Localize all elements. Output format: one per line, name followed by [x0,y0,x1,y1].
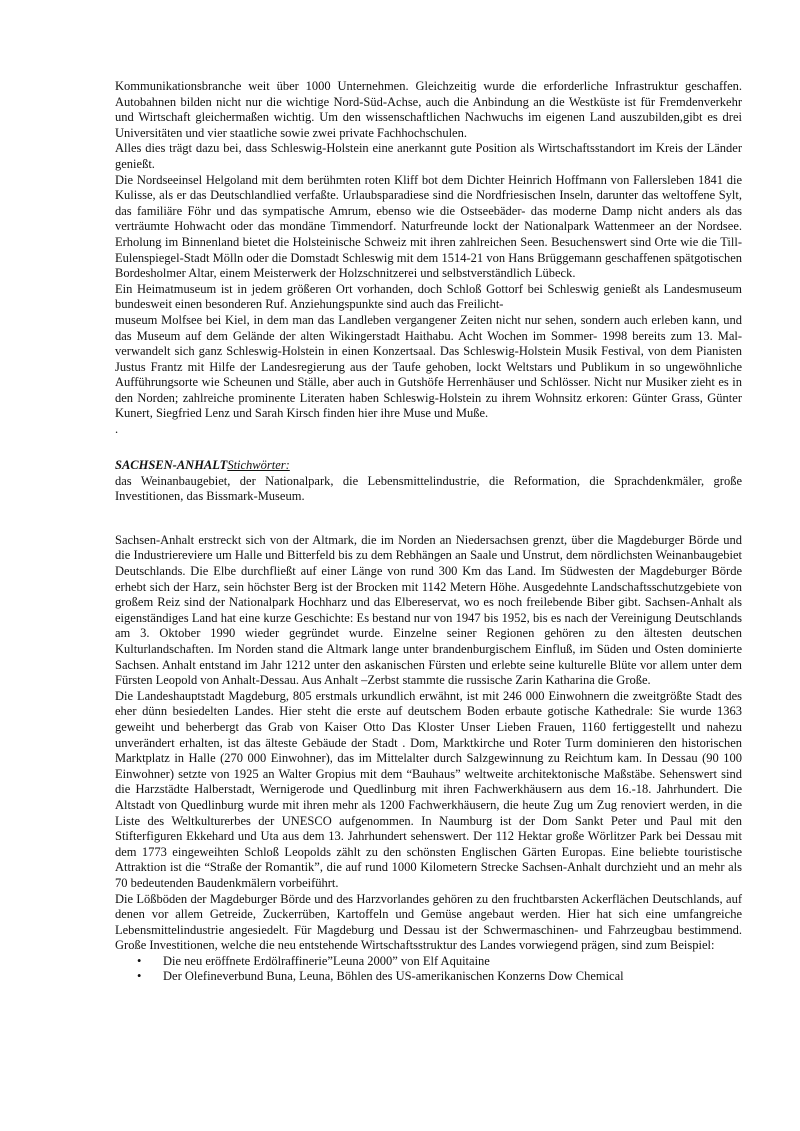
paragraph-infrastructure: Kommunikationsbranche weit über 1000 Unternehmen. Gleichzeitig wurde die erforderliche Infrastruktur geschaffen. Autobahnen bilden nicht nur die wichtige Nord-Süd-Achse, auch die Anbindung an die Westküste ist für Fremdenverkehr und Wirtschaft gleichermaßen wichtig. Um den wissenschaftlichen Nachwuchs im eigenen Land auszubilden,gibt es drei Universitäten und vier staatliche sowie zwei private Fachhochschulen. [115,79,742,140]
section-subtitle: Stichwörter: [227,458,290,473]
list-item: • Die neu eröffnete Erdölraffinerie”Leuna 2000” von Elf Aquitaine [163,954,742,970]
paragraph-tourism: Die Nordseeinsel Helgoland mit dem berühmten roten Kliff bot dem Dichter Heinrich Hoffmann von Fallersleben 1841 die Kulisse, als er das Deutschlandlied verfaßte. Urlaubsparadiese sind die Nordfriesischen Inseln, darunter das weltoffene Sylt, das familiäre Föhr und das sympatische Amrum, ebenso wie die Ostseebäder- das moderne Damp nicht anders als das verträumte Hohwacht oder das mondäne Timmendorf. Naturfreunde lockt der Nationalpark Wattenmeer an der Nordsee. Erholung im Binnenland bietet die Holsteinische Schweiz mit ihren zahlreichen Seen. Besuchenswert sind Orte wie die Till-Eulenspiegel-Stadt Mölln oder die Domstadt Schleswig mit dem 1514-21 von Hans Brüggemann geschaffenen spätgotischen Bordesholmer Altar, einem Meisterwerk der Holzschnitzerei und selbstverständlich Lübeck. [115,172,742,281]
investment-list [115,954,742,985]
paragraph-museums: Ein Heimatmuseum ist in jedem größeren Ort vorhanden, doch Schloß Gottorf bei Schleswig genießt als Landesmuseum bundesweit einen besonderen Ruf. Anziehungspunkte sind auch das Freilicht- [115,281,742,312]
paragraph-economy: Die Lößböden der Magdeburger Börde und des Harzvorlandes gehören zu den fruchtbarsten Ackerflächen Deutschlands, auf denen vor allem Getreide, Zuckerrüben, Kartoffeln und Gemüse angebaut werden. Hier hat sich eine umfangreiche Lebensmittelindustrie angesiedelt. Für Magdeburg und Dessau ist der Schwermaschinen- und Fahrzeugbau bestimmend. Große Investitionen, welche die neu entstehende Wirtschaftsstruktur des Landes vorwiegend prägen, sind zum Beispiel: [115,891,742,953]
keywords-text: das Weinanbaugebiet, der Nationalpark, die Lebensmittelindustrie, die Reformation, die Sprachdenkmäler, große Investitionen, das Bissmark-Museum. [115,473,742,504]
paragraph-festival: museum Molfsee bei Kiel, in dem man das Landleben vergangener Zeiten nicht nur sehen, sondern auch erleben kann, und das Museum auf dem Gelände der alten Wikingerstadt Haithabu. Acht Wochen im Sommer- 1998 bereits zum 13. Mal- verwandelt sich ganz Schleswig-Holstein in einen Konzertsaal. Das Schleswig-Holstein Musik Festival, von dem Pianisten Justus Frantz mit Hilfe der Landesregierung aus der Taufe gehoben, lockt Weltstars und Publikum in so ungewöhnliche Aufführungsorte wie Scheunen und Ställe, aber auch in Gutshöfe Herrenhäuser und Schlösser. Nicht nur Musiker zieht es in den Norden; zahlreiche prominente Literaten haben Schleswig-Holstein zu ihrem Wohnsitz erkoren: Günter Grass, Günter Kunert, Siegfried Lenz und Sarah Kirsch finden hier ihre Muse und Muße. [115,312,742,421]
paragraph-geography-history: Sachsen-Anhalt erstreckt sich von der Altmark, die im Norden an Niedersachsen grenzt, über die Magdeburger Börde und die Industriereviere um Halle und Bitterfeld bis zu dem Rebhängen an Saale und Unstrut, dem nördlichsten Weinanbaugebiet Deutschlands. Die Elbe durchfließt auf einer Länge von rund 300 Km das Land. Im Südwesten der Magdeburger Börde erhebt sich der Harz, sein höchster Berg ist der Brocken mit 1142 Metern Höhe. Ausgedehnte Landschaftsschutzgebiete von großem Reiz sind der Nationalpark Hochharz und das Elbereservat, wo es noch freilebende Biber gibt. Sachsen-Anhalt als eigenständiges Land hat eine kurze Geschichte: Es bestand nur von 1947 bis 1952, bis es nach der Vereinigung Deutschlands am 3. Oktober 1990 wieder gegründet wurde. Einzelne seiner Regionen gehören zu den ältesten deutschen Kulturlandschaften. Im Norden stand die Altmark lange unter brandenburgischem Einfluß, im Süden und Osten dominierte Sachsen. Anhalt entstand im Jahr 1212 unter den askanischen Fürsten und erlebte seine kulturelle Blüte vor allem unter dem Fürsten Leopold von Anhalt-Dessau. Aus Anhalt –Zerbst stammte die russische Zarin Katharina die Große. [115,532,742,688]
blank-line [115,505,742,533]
section-heading [115,458,742,474]
document-page [115,79,742,985]
paragraph-cities: Die Landeshauptstadt Magdeburg, 805 erstmals urkundlich erwähnt, ist mit 246 000 Einwohnern die zweitgrößte Stadt des eher dünn besiedelten Landes. Hier steht die erste auf deutschem Boden erbaute gotische Kathedrale: Sie wurde 1363 geweiht und beherbergt das Grab von Kaiser Otto Das Kloster Unser Lieben Frauen, 1160 fertiggestellt und nahezu unverändert erhalten, ist das älteste Gebäude der Stadt . Dom, Marktkirche und Roter Turm dominieren den historischen Marktplatz in Halle (270 000 Einwohner), das im Mittelalter durch Salzgewinnung zu Reichtum kam. In Dessau (90 100 Einwohner) setzte von 1925 an Walter Gropius mit dem “Bauhaus” weltweite architektonische Maßstäbe. Sehenswert sind die Harzstädte Halberstadt, Wernigerode und Quedlinburg mit ihren Fachwerkhäusern aus dem 16.-18. Jahrhundert. Die Altstadt von Quedlinburg wurde mit ihren mehr als 1200 Fachwerkhäusern, die heute Zug um Zug renoviert werden, in die Liste des Weltkulturerbes der UNESCO aufgenommen. In Naumburg ist der Dom Sankt Peter und Paul mit den Stifterfiguren Ekkehard und Uta aus dem 13. Jahrhundert sehenswert. Der 112 Hektar große Wörlitzer Park bei Dessau mit dem 1773 eingeweihten Schloß Leopolds zählt zu den schönsten Englischen Gärten Europas. Eine beliebte touristische Attraktion ist die “Straße der Romantik”, die auf rund 1000 Kilometern Strecke Sachsen-Anhalt durchzieht und an mehr als 70 bedeutenden Baudenkmälern vorbeiführt. [115,688,742,890]
list-item: • Der Olefineverbund Buna, Leuna, Böhlen des US-amerikanischen Konzerns Dow Chemical [163,969,742,985]
stray-dot: . [115,422,119,437]
section-title: SACHSEN-ANHALT [115,458,228,473]
paragraph-economic-position: Alles dies trägt dazu bei, dass Schleswig-Holstein eine anerkannt gute Position als Wirtschaftsstandort im Kreis der Länder genießt. [115,141,742,171]
